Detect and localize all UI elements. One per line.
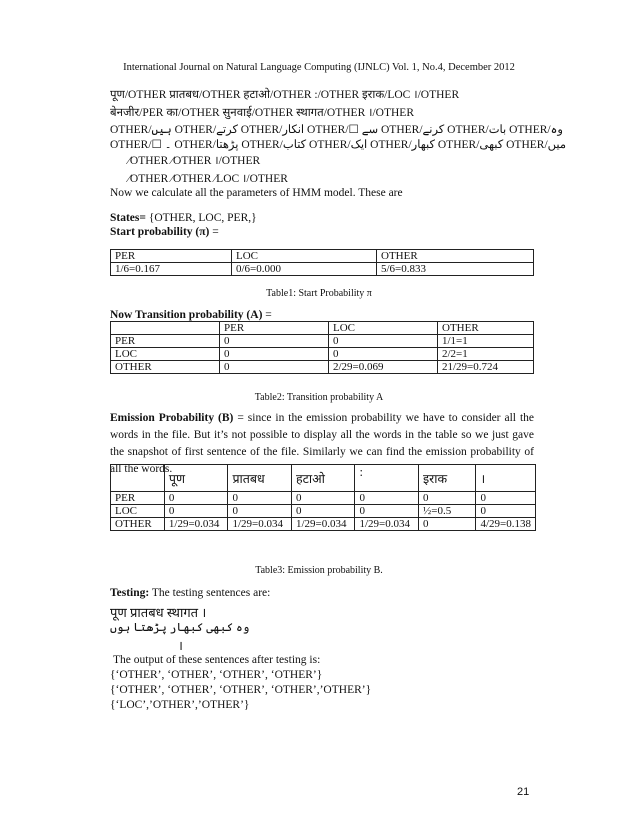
table-row bbox=[111, 250, 534, 263]
table-row bbox=[111, 465, 536, 492]
table-cell: । bbox=[476, 465, 536, 492]
states-line bbox=[110, 212, 257, 224]
table-cell: 2/2=1 bbox=[438, 348, 534, 361]
test-sentence-1: पूण प्रातबध स्थागत । bbox=[110, 605, 207, 620]
transition-label: Now Transition probability (A) bbox=[110, 309, 263, 321]
table-cell: 0 bbox=[228, 492, 292, 505]
test-sentence-3: । bbox=[178, 638, 183, 653]
table-cell: PER bbox=[111, 250, 232, 263]
start-probability-table bbox=[110, 249, 534, 276]
table-cell: OTHER bbox=[111, 518, 165, 531]
table-cell: पूण bbox=[164, 465, 228, 492]
journal-header: International Journal on Natural Language Computing (IJNLC) Vol. 1, No.4, December 2012 bbox=[123, 62, 515, 73]
table-cell: 1/29=0.034 bbox=[164, 518, 228, 531]
table-cell: PER bbox=[220, 322, 329, 335]
output-line-2: {‘OTHER’, ‘OTHER’, ‘OTHER’, ‘OTHER’,’OTHER’} bbox=[110, 684, 372, 696]
output-line-1: {‘OTHER’, ‘OTHER’, ‘OTHER’, ‘OTHER’} bbox=[110, 669, 323, 681]
table-cell: 0 bbox=[418, 518, 476, 531]
table3-caption: Table3: Emission probability B. bbox=[255, 565, 383, 576]
table-cell: 0 bbox=[418, 492, 476, 505]
transition-line bbox=[110, 309, 272, 321]
table-cell: PER bbox=[111, 492, 165, 505]
table-cell bbox=[111, 322, 220, 335]
emission-probability-table bbox=[110, 464, 536, 531]
table-cell: 0/6=0.000 bbox=[232, 263, 377, 276]
table-cell: 2/29=0.069 bbox=[329, 361, 438, 374]
output-intro: The output of these sentences after testing is: bbox=[113, 654, 321, 666]
table-cell: : bbox=[355, 465, 419, 492]
transition-value: = bbox=[262, 309, 272, 321]
emission-text: = since in the emission probability we have to consider all the words in the file. But it’s not possible to display all the words in the table so we just gave the snapshot of first sentence of the file. Similarly we can find the emission probability of all the words. bbox=[110, 412, 534, 475]
table-row bbox=[111, 335, 534, 348]
tagged-line-2: बेनजीर/PER का/OTHER सुनवाई/OTHER स्थागत/OTHER ।/OTHER bbox=[110, 107, 414, 119]
table-row bbox=[111, 322, 534, 335]
table-cell: LOC bbox=[232, 250, 377, 263]
table-cell: LOC bbox=[329, 322, 438, 335]
states-label: States= bbox=[110, 212, 146, 224]
testing-line bbox=[110, 587, 270, 599]
table-row bbox=[111, 263, 534, 276]
table-cell: 0 bbox=[228, 505, 292, 518]
table-row bbox=[111, 505, 536, 518]
table-row bbox=[111, 348, 534, 361]
table-cell: 0 bbox=[291, 505, 355, 518]
table-cell: प्रातबध bbox=[228, 465, 292, 492]
start-prob-line bbox=[110, 226, 219, 238]
table-cell: 0 bbox=[329, 335, 438, 348]
table-cell: 0 bbox=[355, 492, 419, 505]
table-cell: हटाओ bbox=[291, 465, 355, 492]
test-sentence-2: وہ کبھی کبھار پڑھتا ہوں bbox=[110, 622, 250, 634]
table-cell: 1/6=0.167 bbox=[111, 263, 232, 276]
table-cell: 0 bbox=[329, 348, 438, 361]
table-cell: 4/29=0.138 bbox=[476, 518, 536, 531]
table-cell: 0 bbox=[220, 361, 329, 374]
tagged-line-1: पूण/OTHER प्रातबध/OTHER हटाओ/OTHER :/OTHER इराक/LOC ।/OTHER bbox=[110, 89, 460, 101]
table-cell: 0 bbox=[220, 348, 329, 361]
table-cell: OTHER bbox=[377, 250, 534, 263]
table-cell: 0 bbox=[476, 505, 536, 518]
testing-label: Testing: bbox=[110, 587, 150, 599]
testing-text: The testing sentences are: bbox=[149, 587, 271, 599]
table-cell: 1/29=0.034 bbox=[355, 518, 419, 531]
table-cell: 1/1=1 bbox=[438, 335, 534, 348]
table-cell: 0 bbox=[164, 492, 228, 505]
transition-probability-table bbox=[110, 321, 534, 374]
table-cell: 0 bbox=[291, 492, 355, 505]
table-cell: 0 bbox=[355, 505, 419, 518]
tagged-line-5: ⁄OTHER ⁄OTHER ।/OTHER bbox=[128, 155, 261, 167]
states-value: {OTHER, LOC, PER,} bbox=[145, 212, 257, 224]
start-prob-label: Start probability (π) bbox=[110, 226, 210, 238]
table-cell: 0 bbox=[476, 492, 536, 505]
table-cell: 1/29=0.034 bbox=[228, 518, 292, 531]
table-cell: इराक bbox=[418, 465, 476, 492]
output-line-3: {‘LOC’,’OTHER’,’OTHER’} bbox=[110, 699, 250, 711]
table1-caption: Table1: Start Probability π bbox=[266, 288, 372, 299]
table-cell: LOC bbox=[111, 348, 220, 361]
start-prob-value: = bbox=[209, 226, 219, 238]
table-cell bbox=[111, 465, 165, 492]
table-cell: 1/29=0.034 bbox=[291, 518, 355, 531]
table-cell: 0 bbox=[220, 335, 329, 348]
tagged-line-6: ⁄OTHER ⁄OTHER ⁄LOC ।/OTHER bbox=[128, 173, 288, 185]
table-cell: 5/6=0.833 bbox=[377, 263, 534, 276]
table-cell: ½=0.5 bbox=[418, 505, 476, 518]
table-cell: PER bbox=[111, 335, 220, 348]
emission-label: Emission Probability (B) bbox=[110, 412, 234, 424]
table-row bbox=[111, 361, 534, 374]
table2-caption: Table2: Transition probability A bbox=[254, 392, 384, 403]
tagged-line-3: OTHER/ہیں OTHER/کرتے OTHER/انکار OTHER/☐ سے OTHER/کرنے OTHER/بات OTHER/وہ bbox=[110, 124, 563, 136]
table-cell: 0 bbox=[164, 505, 228, 518]
table-cell: LOC bbox=[111, 505, 165, 518]
intro-text: Now we calculate all the parameters of HMM model. These are bbox=[110, 187, 403, 199]
table-row bbox=[111, 518, 536, 531]
tagged-line-4: OTHER/☐ ۔ OTHER/پڑھتا OTHER/کتاب OTHER/ایک OTHER/کبھار OTHER/کبھی OTHER/میں bbox=[110, 139, 567, 151]
table-cell: OTHER bbox=[438, 322, 534, 335]
table-row bbox=[111, 492, 536, 505]
table-cell: 21/29=0.724 bbox=[438, 361, 534, 374]
page-number: 21 bbox=[517, 786, 530, 798]
table-cell: OTHER bbox=[111, 361, 220, 374]
